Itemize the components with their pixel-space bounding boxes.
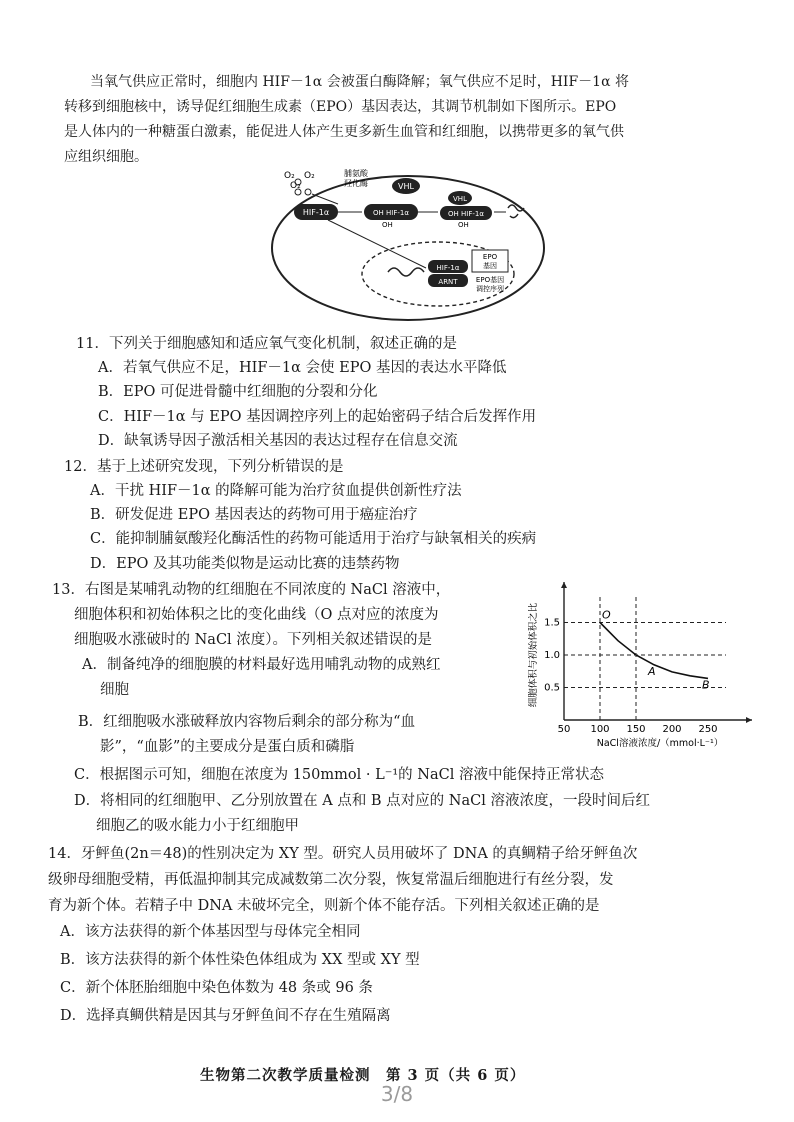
point-label-o: O (602, 608, 611, 622)
q13-option-c: C．根据图示可知，细胞在浓度为 150mmol · L⁻¹的 NaCl 溶液中能保持正常状态 (74, 767, 604, 783)
q14-stem-3: 育为新个体。若精子中 DNA 未破坏完全，则新个体不能存活。下列相关叙述正确的是 (48, 898, 600, 914)
arrow-o2-to-enzyme (312, 194, 338, 204)
q13-option-b-1: B．红细胞吸水涨破释放内容物后剩余的部分称为“血 (78, 714, 416, 730)
enzyme-label-2: 羟化酶 (344, 179, 368, 188)
svg-text:基因: 基因 (483, 262, 497, 270)
q13-stem-3: 细胞吸水涨破时的 NaCl 浓度）。下列相关叙述错误的是 (74, 632, 433, 648)
q13-option-a-2: 细胞 (100, 682, 129, 698)
x-tick-label: 200 (662, 724, 682, 735)
intro-line-1: 当氧气供应正常时，细胞内 HIF－1α 会被蛋白酶降解；氧气供应不足时，HIF－1α 将 (90, 74, 629, 90)
q13-stem-1: 13．右图是某哺乳动物的红细胞在不同浓度的 NaCl 溶液中， (52, 582, 451, 598)
y-axis-arrow-icon (561, 582, 567, 588)
q13-option-b-2: 影”，“血影”的主要成分是蛋白质和磷脂 (100, 739, 355, 755)
q13-stem-2: 细胞体积和初始体积之比的变化曲线（O 点对应的浓度为 (74, 607, 439, 623)
q14-option-c: C．新个体胚胎细胞中染色体数为 48 条或 96 条 (60, 980, 373, 996)
svg-text:OH: OH (382, 221, 393, 229)
svg-text:OH HIF-1α: OH HIF-1α (448, 210, 484, 218)
intro-line-2: 转移到细胞核中，诱导促红细胞生成素（EPO）基因表达，其调节机制如下图所示。EPO (64, 99, 617, 115)
q13-option-a-1: A．制备纯净的细胞膜的材料最好选用哺乳动物的成熟红 (82, 657, 441, 673)
degraded-fragments-icon (508, 205, 524, 218)
q11-option-c: C．HIF－1α 与 EPO 基因调控序列上的起始密码子结合后发挥作用 (98, 409, 537, 425)
o2-label-a: O₂ (284, 171, 295, 181)
q12-option-c: C．能抑制脯氨酸羟化酶活性的药物可能适用于治疗与缺氧相关的疾病 (90, 531, 537, 547)
page-footer: 生物第二次教学质量检测 第 3 页（共 6 页） (200, 1067, 526, 1084)
cell-outline (272, 176, 544, 320)
intro-line-3: 是人体内的一种糖蛋白激素，能促进人体产生更多新生血管和红细胞，以携带更多的氧气供 (64, 124, 624, 140)
q11-option-d: D．缺氧诱导因子激活相关基因的表达过程存在信息交流 (98, 433, 458, 449)
nacl-volume-chart (528, 572, 768, 756)
svg-text:调控序列: 调控序列 (476, 285, 504, 293)
o2-label-c: O₂ (304, 171, 315, 181)
svg-text:EPO基因: EPO基因 (475, 276, 505, 284)
x-tick-label: 250 (698, 724, 718, 735)
svg-text:ARNT: ARNT (438, 278, 458, 286)
hif-regulation-diagram (268, 164, 558, 324)
arrow-hif-to-nucleus (328, 220, 426, 268)
q14-option-a: A．该方法获得的新个体基因型与母体完全相同 (60, 924, 361, 940)
dna-strand-icon (388, 268, 424, 276)
intro-paragraph (64, 70, 744, 170)
svg-text:EPO: EPO (482, 253, 498, 261)
q11-stem: 11．下列关于细胞感知和适应氧气变化机制，叙述正确的是 (76, 336, 457, 352)
q12-option-a: A．干扰 HIF－1α 的降解可能为治疗贫血提供创新性疗法 (90, 483, 462, 499)
q14-option-b: B．该方法获得的新个体性染色体组成为 XX 型或 XY 型 (60, 952, 420, 968)
point-label-a: A (648, 664, 656, 678)
q14-stem-1: 14．牙鲆鱼(2n＝48)的性别决定为 XY 型。研究人员用破坏了 DNA 的真鲷精子给牙鲆鱼次 (48, 846, 638, 862)
x-tick-label: 150 (626, 724, 646, 735)
page-indicator: 3/8 (380, 1082, 414, 1106)
y-tick-label: 1.0 (544, 650, 560, 661)
svg-text:VHL: VHL (398, 182, 414, 191)
svg-text:HIF-1α: HIF-1α (436, 264, 460, 272)
q11-option-a: A．若氧气供应不足，HIF－1α 会使 EPO 基因的表达水平降低 (98, 360, 507, 376)
q13-option-d-2: 细胞乙的吸水能力小于红细胞甲 (96, 818, 299, 834)
q12-option-b: B．研发促进 EPO 基因表达的药物可用于癌症治疗 (90, 507, 418, 523)
o2-label-b: O₂ (290, 181, 301, 191)
q14-option-d: D．选择真鲷供精是因其与牙鲆鱼间不存在生殖隔离 (60, 1008, 391, 1024)
svg-text:HIF-1α: HIF-1α (302, 208, 330, 217)
svg-text:OH: OH (458, 221, 469, 229)
enzyme-label: 脯氨酸 (344, 169, 368, 178)
x-tick-label: 50 (557, 724, 571, 735)
point-label-b: B (702, 678, 710, 692)
q12-stem: 12．基于上述研究发现，下列分析错误的是 (64, 459, 344, 475)
y-tick-label: 0.5 (544, 682, 560, 694)
q11-option-b: B．EPO 可促进骨髓中红细胞的分裂和分化 (98, 384, 378, 400)
x-axis-arrow-icon (746, 717, 752, 723)
q13-option-d-1: D．将相同的红细胞甲、乙分别放置在 A 点和 B 点对应的 NaCl 溶液浓度，一段时间后红 (74, 793, 650, 809)
y-tick-label: 1.5 (544, 617, 560, 629)
q12-option-d: D．EPO 及其功能类似物是运动比赛的违禁药物 (90, 556, 400, 572)
x-axis-label: NaCl溶液浓度/（mmol·L⁻¹） (596, 738, 724, 749)
intro-line-4: 应组织细胞。 (64, 149, 148, 165)
q14-stem-2: 级卵母细胞受精，再低温抑制其完成减数第二次分裂，恢复常温后细胞进行有丝分裂，发 (48, 872, 614, 888)
svg-text:VHL: VHL (453, 195, 467, 203)
svg-text:OH HIF-1α: OH HIF-1α (373, 209, 409, 217)
y-axis-label: 细胞体积与初始体积之比 (528, 602, 539, 708)
x-tick-label: 100 (590, 724, 610, 735)
